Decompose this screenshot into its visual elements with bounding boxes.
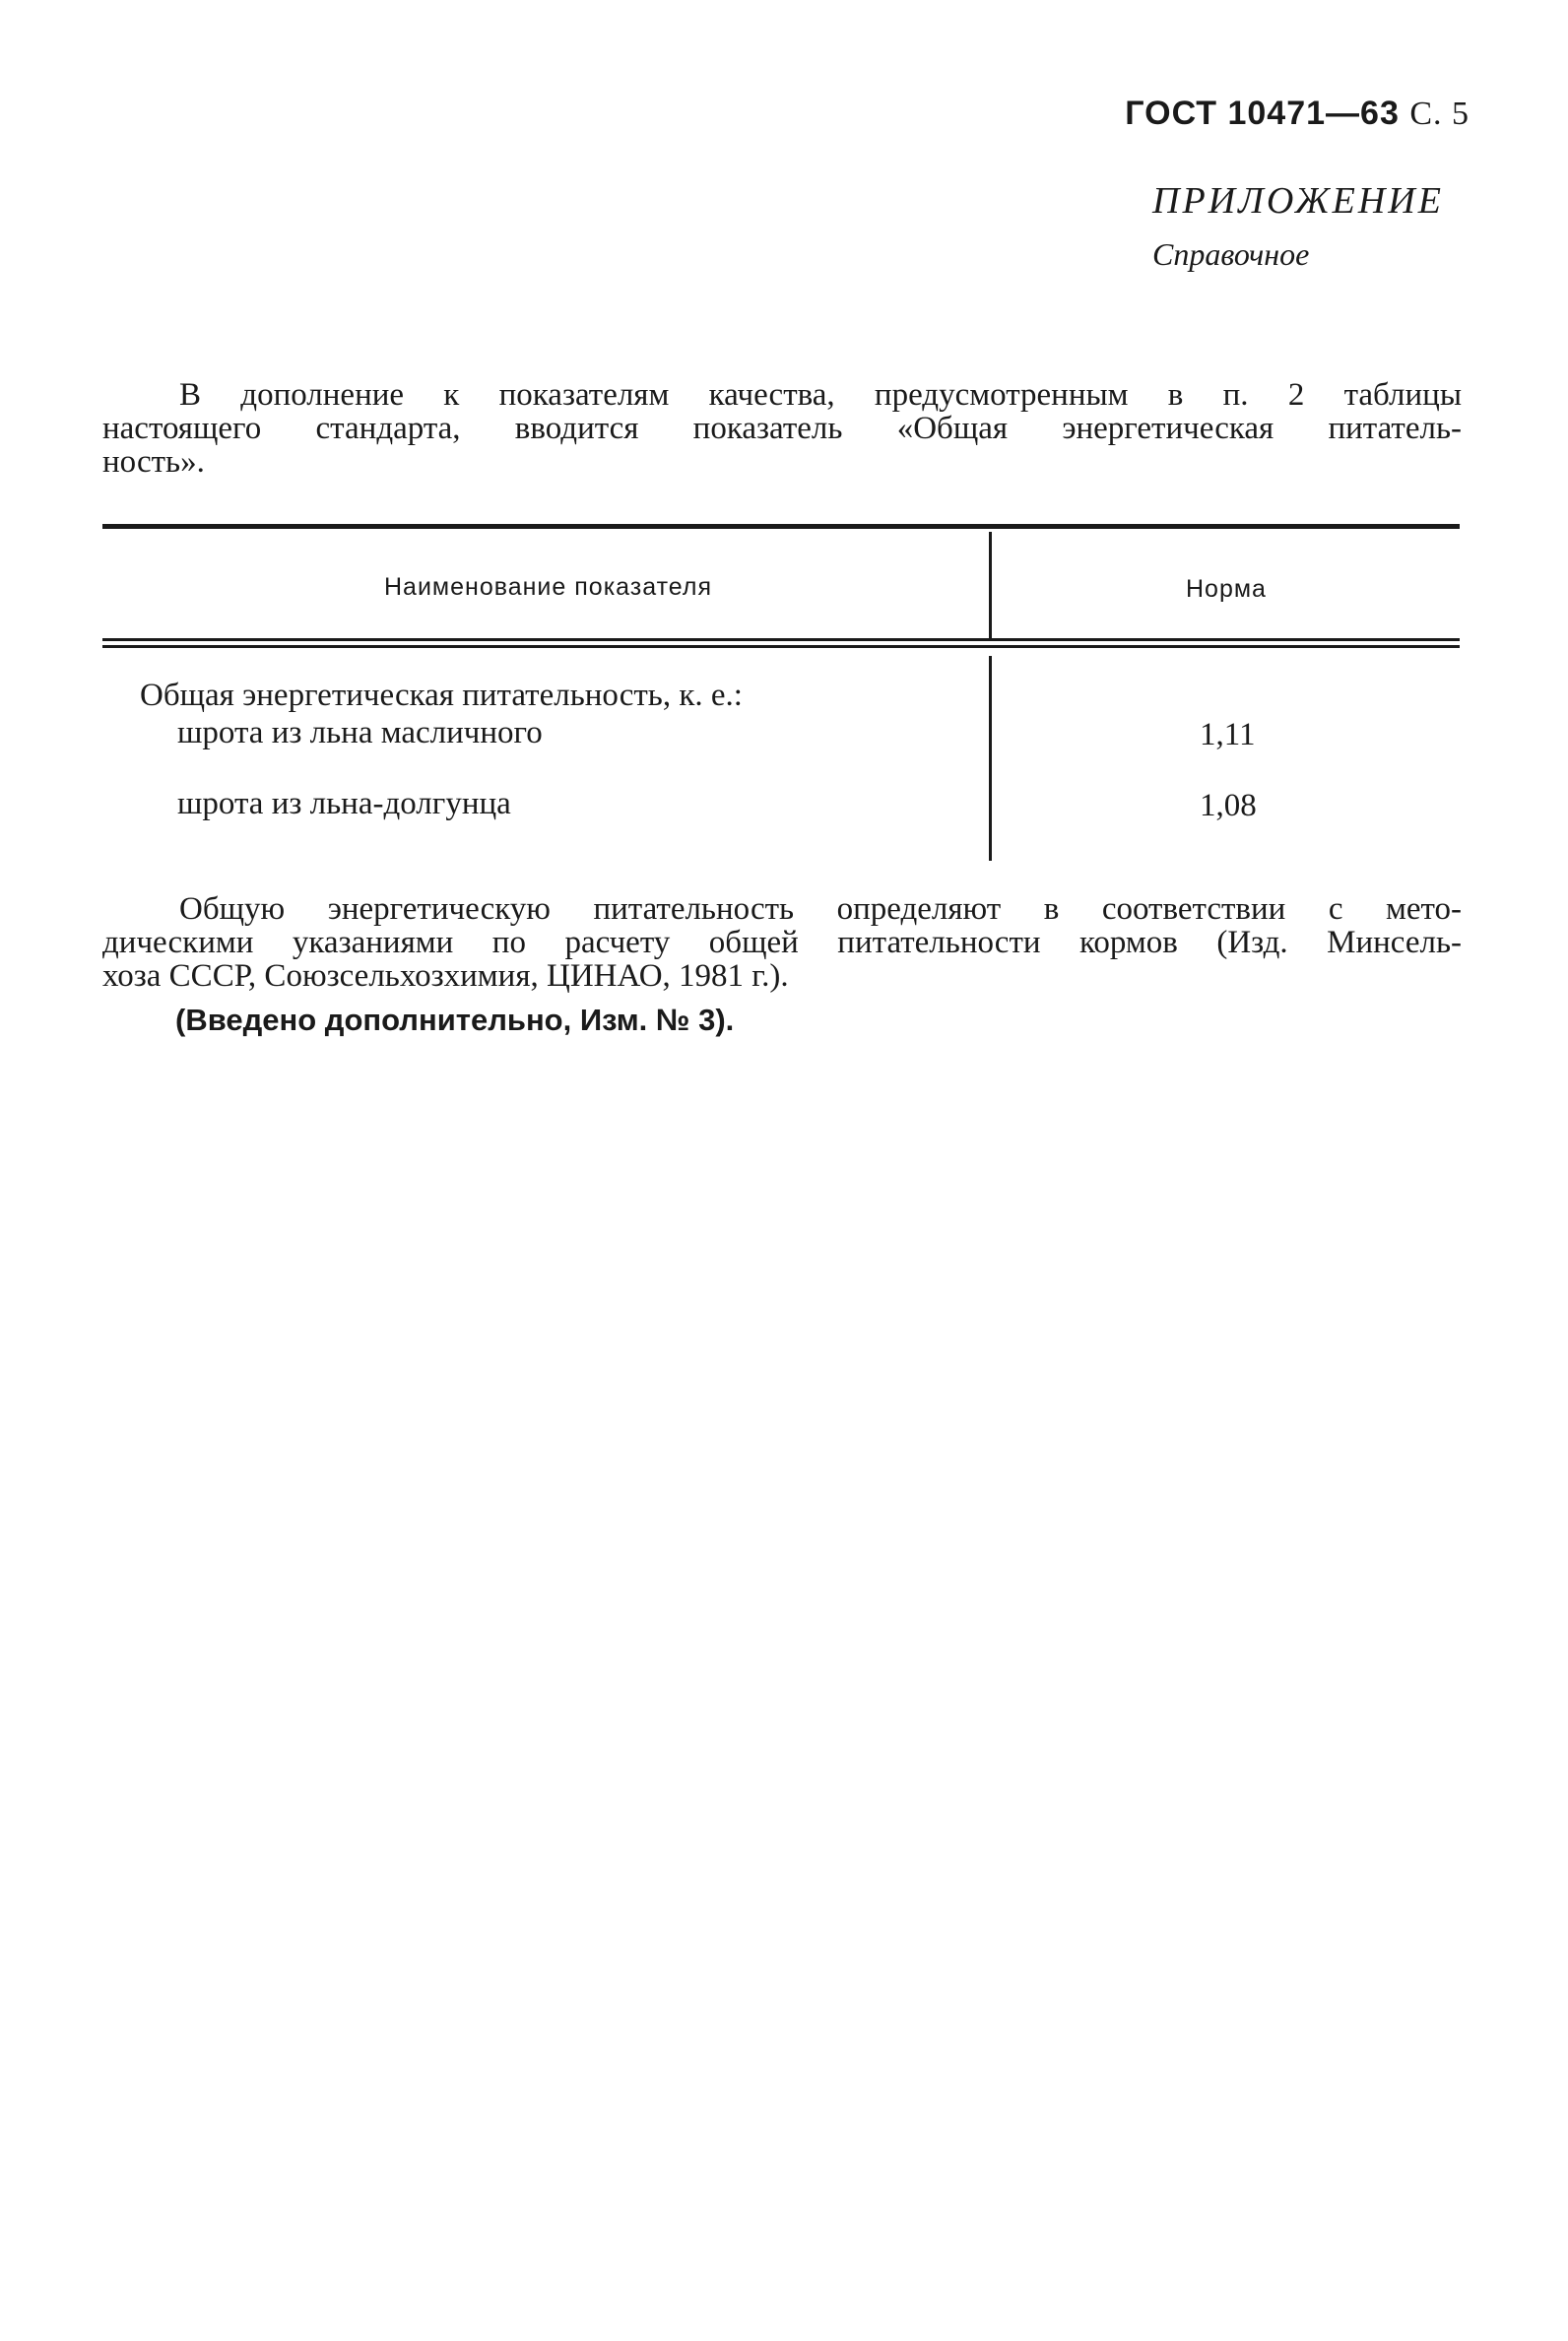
header-column-divider: [989, 532, 992, 638]
page-header: [1125, 95, 1470, 133]
table-row-name: шрота из льна масличного: [177, 715, 543, 750]
table-row-value: 1,11: [1200, 717, 1256, 752]
appendix-title: ПРИЛОЖЕНИЕ: [1152, 180, 1444, 222]
method-line: Общую энергетическую питательность определяют в соответствии с мето-: [179, 891, 1462, 927]
column-header-norm: Норма: [1186, 575, 1267, 603]
column-header-name: Наименование показателя: [384, 573, 712, 601]
intro-paragraph: [102, 378, 1462, 479]
appendix-subtitle: Справочное: [1152, 236, 1310, 272]
intro-line: В дополнение к показателям качества, предусмотренным в п. 2 таблицы: [179, 377, 1462, 413]
table-group-label: Общая энергетическая питательность, к. е.:: [140, 678, 743, 713]
table-row-value: 1,08: [1200, 788, 1257, 823]
table-row-name: шрота из льна-долгунца: [177, 786, 511, 821]
table-header-rule: [102, 638, 1460, 641]
body-column-divider: [989, 656, 992, 861]
doc-code: ГОСТ 10471—63: [1125, 95, 1400, 132]
intro-line: настоящего стандарта, вводится показатель «Общая энергетическая питатель-: [102, 411, 1462, 446]
method-line: дическими указаниями по расчету общей питательности кормов (Изд. Минсель-: [102, 925, 1462, 960]
amendment-note: (Введено дополнительно, Изм. № 3).: [175, 1003, 735, 1037]
page-number: С. 5: [1409, 96, 1470, 132]
method-paragraph: [102, 892, 1462, 993]
table-top-rule: [102, 524, 1460, 529]
table-header-rule-double: [102, 645, 1460, 648]
method-line: хоза СССР, Союзсельхозхимия, ЦИНАО, 1981 г.).: [102, 958, 789, 994]
intro-line: ность».: [102, 444, 205, 480]
